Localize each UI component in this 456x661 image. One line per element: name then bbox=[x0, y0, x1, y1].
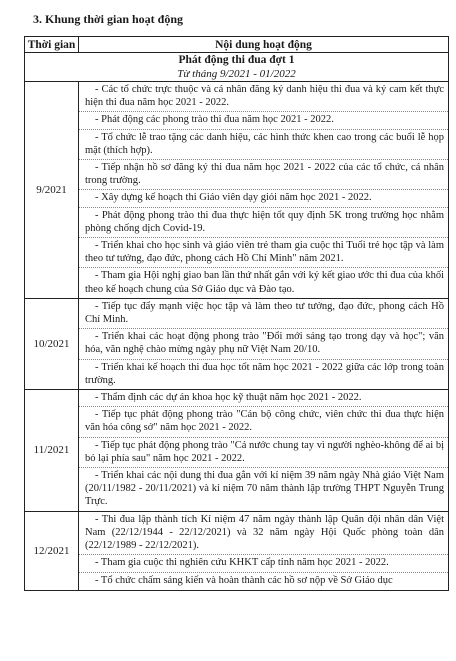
activity-item: - Tổ chức lễ trao tặng các danh hiệu, các hình thức khen cao trong các buổi lễ họp mặt (thích hợp). bbox=[79, 130, 448, 160]
activities-cell bbox=[79, 511, 449, 590]
activity-item: - Triển khai các nội dung thi đua gắn với kỉ niệm 39 năm ngày Nhà giáo Việt Nam (20/11/1982 - 20/11/2021) và kỉ niệm 70 năm thành lập trường THPT Nguyễn Trung Trực. bbox=[85, 470, 444, 508]
activity-item: - Phát động các phong trào thi đua năm học 2021 - 2022. bbox=[79, 112, 448, 129]
activities-cell bbox=[79, 390, 449, 512]
activity-item: - Triển khai cho học sinh và giáo viên trẻ tham gia cuộc thi Tuổi trẻ học tập và làm theo tư tưởng, đạo đức, phong cách Hồ Chí Minh" năm 2021. bbox=[79, 238, 448, 268]
activity-item: - Tham gia cuộc thi nghiên cứu KHKT cấp tỉnh năm học 2021 - 2022. bbox=[79, 555, 448, 572]
activity-item: - Xây dựng kế hoạch thi Giáo viên dạy giỏi năm học 2021 - 2022. bbox=[79, 190, 448, 207]
activities-cell bbox=[79, 82, 449, 299]
activity-item: - Triển khai các hoạt động phong trào "Đổi mới sáng tạo trong dạy và học"; văn hóa, văn nghệ chào mừng ngày phụ nữ Việt Nam 20/10. bbox=[79, 329, 448, 359]
table-row bbox=[25, 82, 449, 299]
table-header-row bbox=[25, 37, 449, 53]
month-cell: 12/2021 bbox=[25, 511, 79, 590]
table-row bbox=[25, 511, 449, 590]
phase-row bbox=[25, 53, 449, 82]
month-cell: 10/2021 bbox=[25, 298, 79, 389]
activity-item: - Tiếp tục phát động phong trào "Cả nước chung tay vì người nghèo-không để ai bị bỏ lại phía sau" năm học 2021 - 2022. bbox=[79, 438, 448, 468]
activity-item: - Tiếp tục phát động phong trào "Cán bộ công chức, viên chức thi đua thực hiện văn hóa công sở" năm học 2021 - 2022. bbox=[79, 407, 448, 437]
section-title: 3. Khung thời gian hoạt động bbox=[33, 12, 184, 26]
phase-date-range: Từ tháng 9/2021 - 01/2022 bbox=[177, 68, 296, 80]
table-row bbox=[25, 390, 449, 512]
column-header-content: Nội dung hoạt động bbox=[79, 37, 449, 53]
phase-title: Phát động thi đua đợt 1 bbox=[178, 54, 295, 66]
activity-item: - Tiếp nhận hồ sơ đăng ký thi đua năm học 2021 - 2022 của các tổ chức, cá nhân trong trường. bbox=[79, 160, 448, 190]
activity-item: - Tiếp tục đẩy mạnh việc học tập và làm theo tư tưởng, đạo đức, phong cách Hồ Chí Minh. bbox=[79, 299, 448, 329]
month-cell: 11/2021 bbox=[25, 390, 79, 512]
activity-timeline-table bbox=[24, 36, 449, 591]
activity-item: - Thi đua lập thành tích Kỉ niệm 47 năm ngày thành lập Quân đội nhân dân Việt Nam (22/12/1944 - 22/12/2021) và 32 năm ngày Hội Quốc phòng toàn dân (22/12/1989 - 22/12/2021). bbox=[79, 512, 448, 556]
activity-item: - Thẩm định các dự án khoa học kỹ thuật năm học 2021 - 2022. bbox=[79, 390, 448, 407]
table-row bbox=[25, 298, 449, 389]
activity-item: - Các tổ chức trực thuộc và cá nhân đăng ký danh hiệu thi đua và ký cam kết thực hiện thi đua năm học 2021 - 2022. bbox=[79, 82, 448, 112]
activity-item: - Tổ chức chấm sáng kiến và hoàn thành các hồ sơ nộp về Sở Giáo dục bbox=[95, 574, 393, 586]
activity-item: - Tham gia Hội nghị giao ban lần thứ nhất gắn với ký kết giao ước thi đua của khối theo kế hoạch chung của Sở Giáo dục và Đào tạo. bbox=[85, 270, 444, 295]
phase-cell bbox=[25, 53, 449, 82]
activity-item: - Phát động phong trào thi đua thực hiện tốt quy định 5K trong trường học nhằm phòng chống dịch Covid-19. bbox=[79, 208, 448, 238]
activity-item: - Triển khai kế hoạch thi đua học tốt năm học 2021 - 2022 giữa các lớp trong toàn trường. bbox=[85, 361, 444, 386]
column-header-time: Thời gian bbox=[25, 37, 79, 53]
month-cell: 9/2021 bbox=[25, 82, 79, 299]
activities-cell bbox=[79, 298, 449, 389]
